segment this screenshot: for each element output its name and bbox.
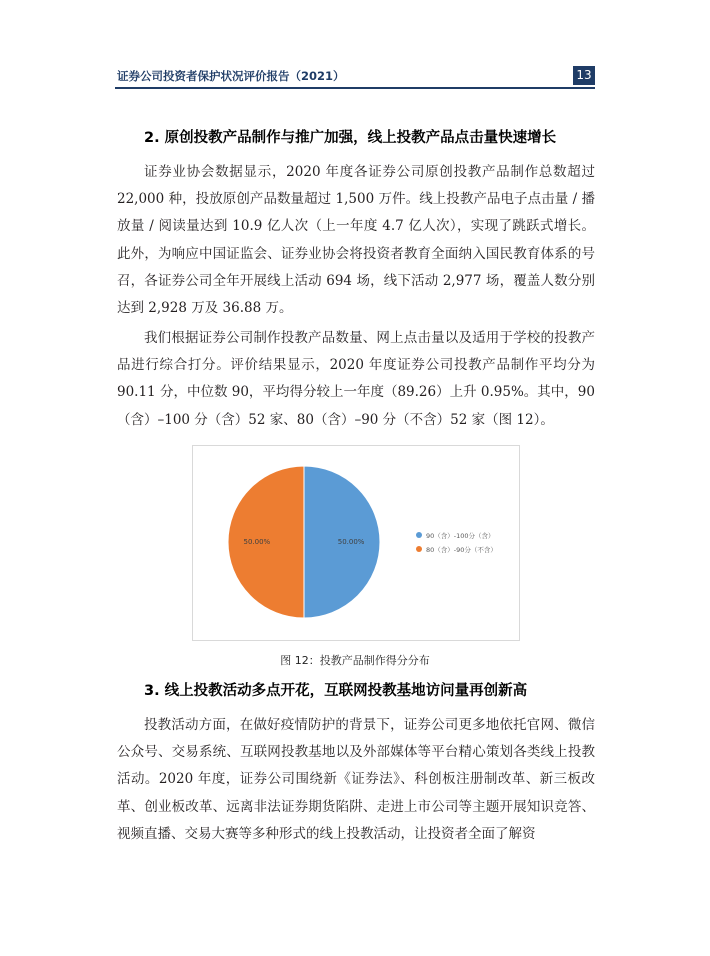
pie-data-label-0: 50.00% [337,538,365,546]
section-2-heading: 2. 原创投教产品制作与推广加强，线上投教产品点击量快速增长 [144,130,557,146]
pie-data-label-1: 50.00% [243,538,271,546]
legend-label: 90（含）-100分（含） [426,531,495,540]
section-2-paragraph-1: 证券业协会数据显示，2020 年度各证券公司原创投教产品制作总数超过 22,000 种，投放原创产品数量超过 1,500 万件。线上投教产品电子点击量 / 播放量 / 阅读量达到 10.9 亿人次（上一年度 4.7 亿人次），实现了跳跃式增长。此外，为响应中国证监会、证券业协会将投资者教育全面纳入国民教育体系的号召，各证券公司全年开展线上活动 694 场，线下活动 2,977 场，覆盖人数分别达到 2,928 万及 36.88 万。 [117,164,595,317]
section-2-paragraph-2: 我们根据证券公司制作投教产品数量、网上点击量以及适用于学校的投教产品进行综合打分。评价结果显示，2020 年度证券公司投教产品制作平均分为 90.11 分，中位数 90，平均得分较上一年度（89.26）上升 0.95%。其中，90（含）–100 分（含）52 家、80（含）–90 分（不含）52 家（图 12）。 [117,330,595,428]
legend-item [416,542,497,556]
chart-legend [416,528,497,556]
section-3-heading: 3. 线上投教活动多点开花，互联网投教基地访问量再创新高 [144,683,528,699]
legend-swatch [416,532,422,538]
report-header-title: 证券公司投资者保护状况评价报告（2021） [117,69,345,83]
figure-caption: 图 12：投教产品制作得分分布 [280,654,430,667]
legend-swatch [416,546,422,552]
section-3-paragraph-1: 投教活动方面，在做好疫情防护的背景下，证券公司更多地依托官网、微信公众号、交易系统、互联网投教基地以及外部媒体等平台精心策划各类线上投教活动。2020 年度，证券公司围绕新《证券法》、科创板注册制改革、新三板改革、创业板改革、远离非法证券期货陷阱、走进上市公司等主题开展知识竞答、视频直播、交易大赛等多种形式的线上投教活动，让投资者全面了解资 [117,717,595,842]
legend-label: 80（含）-90分（不含） [426,545,497,554]
legend-item [416,528,497,542]
header-rule [115,87,595,89]
page-number-badge: 13 [573,66,595,85]
